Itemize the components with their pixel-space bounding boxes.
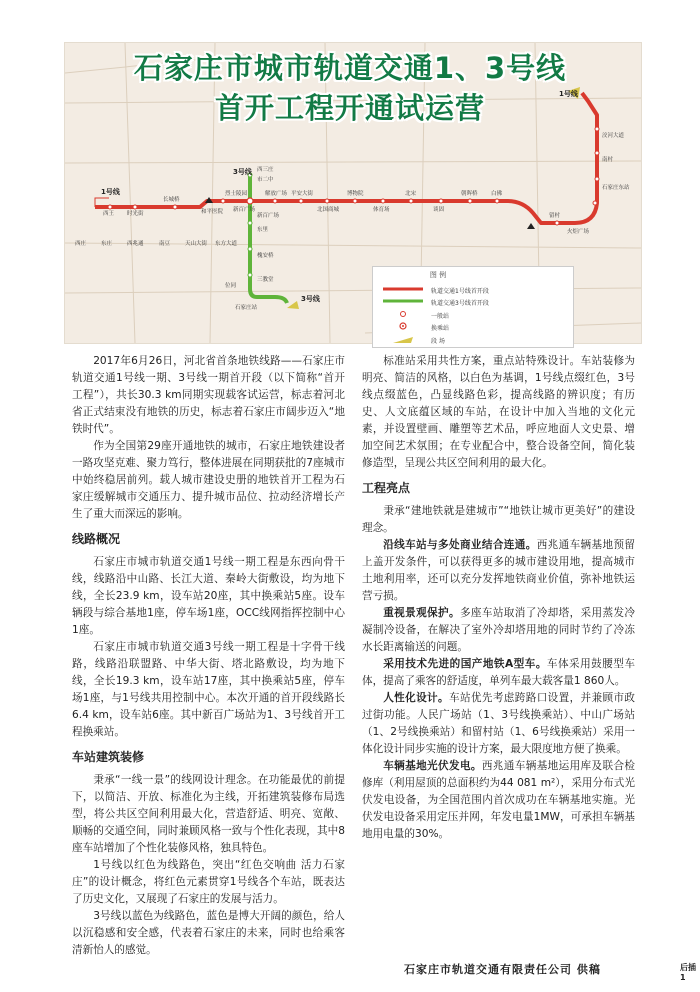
route-paragraph: 石家庄市城市轨道交通1号线一期工程是东西向骨干线，线路沿中山路、长江大道、秦岭大街敷设，均为地下线，全长23.9 km，设车站20座，其中换乘站5座。设车辆段与综合基地1座，停车场1座，OCC线网指挥控制中心1座。	[72, 556, 345, 636]
section-heading-stations: 车站建筑装修	[72, 750, 145, 764]
station-label: 解放广场	[265, 191, 288, 197]
station-label: 博物院	[347, 191, 364, 197]
highlight-lead: 人性化设计。	[383, 692, 449, 704]
station-label: 位同	[225, 283, 237, 289]
article-credit: 石家庄市轨道交通有限责任公司 供稿	[404, 963, 601, 976]
station-label: 烈士陵园	[225, 191, 248, 197]
section-heading-route: 线路概况	[72, 532, 121, 546]
stations-paragraph: 标准站采用共性方案，重点站特殊设计。车站装修为明亮、简洁的风格，以白色为基调，1号线点缀红色，3号线点缀蓝色，凸显线路色彩，提高线路的辨识度；有历史、人文底蕴区域的车站，在设计中加入当地的文化元素，并设置壁画、雕塑等艺术品，呼应地面人文史景、增加空间艺术氛围；在专业配合中，整合设备空间，简化装修造型，呈现公共区空间利用的最大化。	[362, 355, 635, 469]
depot-marker-east	[527, 223, 535, 229]
highlight-item	[362, 690, 635, 758]
station-label: 槐安桥	[257, 253, 274, 259]
station-label: 北宋	[405, 191, 417, 197]
map-legend	[372, 266, 574, 348]
page-title-line2: 首开工程开通试运营	[214, 91, 485, 125]
station-label: 三教堂	[257, 277, 274, 283]
station-label: 东庄	[101, 241, 113, 247]
station-label: 平安大街	[291, 191, 314, 197]
legend-item-regular-station: 一般站	[431, 313, 450, 320]
route-paragraph: 石家庄市城市轨道交通3号线一期工程是十字骨干线路，线路沿联盟路、中华大街、塔北路敷设，均为地下线，全长19.3 km，设车站17座，其中换乘站5座，停车场1座，与1号线共用控制中心。本次开通的首开段线路长6.4 km，设车站6座。其中新百广场站为1、3号线首开工程换乘站。	[72, 641, 345, 738]
legend-title: 图 例	[429, 271, 447, 279]
section-heading-highlights: 工程亮点	[362, 481, 411, 495]
stations-paragraph: 秉承“一线一景”的线网设计理念。在功能最优的前提下，以简洁、开放、标准化为主线，开拓建筑装修布局选型，将公共区空间利用最大化，营造舒适、明亮、宽敞、顺畅的交通空间，同时兼顾风格一致与个性化表现，其中8座车站增加了个性化装修风格，独具特色。	[72, 774, 345, 854]
legend-item-line1: 轨道交通1号线首开段	[431, 288, 489, 295]
station-label: 体育场	[373, 207, 390, 213]
line1-map-label: 1号线	[101, 188, 120, 196]
station-label: 石家庄东站	[602, 185, 630, 191]
page-title-line1: 石家庄市城市轨道交通1、3号线	[133, 51, 567, 85]
line3-map-label: 3号线	[233, 168, 252, 176]
page-mark: 后插1	[680, 963, 696, 982]
highlight-text: 西兆通车辆基地预留上盖开发条件，可以获得更多的城市建设用地，提高城市土地利用率，还可以充分发挥地铁商业价值，弥补地铁运营亏损。	[362, 539, 636, 602]
line3-map-label-bottom: 3号线	[301, 295, 320, 303]
station-label: 留村	[549, 213, 561, 219]
station-label: 白佛	[491, 191, 503, 197]
intro-paragraph: 作为全国第29座开通地铁的城市，石家庄地铁建设者一路攻坚克难、聚力笃行，整体进展在同期获批的7座城市中始终稳居前列。载人城市建设史册的地铁首开工程为石家庄缓解城市交通压力、提升城市品位、拉动经济增长产生了重大而深远的影响。	[72, 440, 345, 520]
highlight-item	[362, 605, 635, 656]
highlight-text: 车体采用鼓腰型车体，提高了乘客的舒适度，单列车最大载客量1 860人。	[362, 658, 635, 687]
station-label: 洨河大道	[602, 133, 625, 139]
station-label: 南豆	[159, 241, 171, 247]
highlight-lead: 沿线车站与多处商业结合连通。	[383, 539, 537, 551]
station-label: 南村	[602, 157, 614, 163]
intro-paragraph: 2017年6月26日，河北省首条地铁线路——石家庄市轨道交通1号线一期、3号线一期首开段（以下简称“首开工程”），共长30.3 km同期实现载客试运营，标志着河北省正式结束没有地铁的历史，标志着石家庄市阔步迈入“地铁时代”。	[72, 355, 345, 435]
legend-item-line3: 轨道交通3号线首开段	[431, 300, 489, 307]
highlight-lead: 重视景观保护。	[383, 607, 460, 619]
station-label: 长城桥	[163, 197, 180, 203]
highlight-text: 西兆通车辆基地运用库及联合检修库（利用屋顶的总面积约为44 081 m²），采用分布式光伏发电设备，为全国范围内首次成功在车辆基地实施。光伏发电设备采用定压并网，年发电量1MW，可承担车辆基地用电量的30%。	[362, 760, 636, 840]
legend-symbols	[373, 267, 433, 347]
line1-map-label-top: 1号线	[559, 90, 578, 98]
station-label: 新百广场	[233, 207, 256, 213]
highlight-text: 车站优先考虑跨路口设置，并兼顾市政过街功能。人民广场站（1、3号线换乘站）、中山广场站（1、2号线换乘站）和留村站（1、6号线换乘站）采用一体化设计同步实施的设计方案，最大限度地方便了换乘。	[362, 692, 636, 755]
station-label: 东里	[257, 227, 269, 233]
station-label: 西庄	[75, 241, 87, 247]
highlight-lead: 车辆基地光伏发电。	[383, 760, 482, 772]
station-label: 时光街	[127, 211, 144, 217]
legend-item-depot: 段 场	[431, 338, 445, 345]
line1-station-markers	[108, 127, 599, 225]
highlight-item	[362, 656, 635, 690]
station-label: 北国商城	[317, 207, 340, 213]
station-label: 西三庄	[257, 167, 274, 173]
station-label: 朝晖桥	[461, 191, 478, 197]
article-column-left	[72, 353, 345, 959]
article-column-right	[362, 353, 635, 843]
highlight-lead: 采用技术先进的国产地铁A型车。	[383, 658, 547, 670]
stations-paragraph: 1号线以红色为线路色，突出“红色交响曲 活力石家庄”的设计概念，将红色元素贯穿1号线各个车站，既表达了历史文化，又展现了石家庄的发展与活力。	[72, 859, 345, 905]
highlight-item	[362, 537, 635, 605]
highlight-item	[362, 758, 635, 843]
legend-item-transfer-station: 换乘站	[431, 325, 450, 332]
station-label: 和平医院	[201, 209, 224, 215]
station-label: 东方大道	[215, 241, 238, 247]
station-label: 新百广场	[257, 213, 280, 219]
station-label: 市二中	[257, 177, 274, 183]
transfer-station-markers	[247, 198, 253, 204]
station-label: 火炬广场	[567, 229, 590, 235]
station-label: 谈固	[433, 207, 445, 213]
station-label: 天山大街	[185, 241, 208, 247]
station-label: 西兆通	[127, 241, 144, 247]
stations-paragraph: 3号线以蓝色为线路色，蓝色是博大开阔的颜色，给人以沉稳感和安全感，代表着石家庄的未来，同时也给乘客清新怡人的感觉。	[72, 910, 345, 956]
station-label: 西王	[103, 211, 115, 217]
station-label: 石家庄站	[235, 305, 258, 311]
highlights-intro: 秉承“建地铁就是建城市”“地铁让城市更美好”的建设理念。	[362, 505, 635, 534]
highlight-text: 多座车站取消了冷却塔，采用蒸发冷凝制冷设备，在解决了室外冷却塔用地的同时节约了冷冻水长距离输送的问题。	[362, 607, 636, 653]
